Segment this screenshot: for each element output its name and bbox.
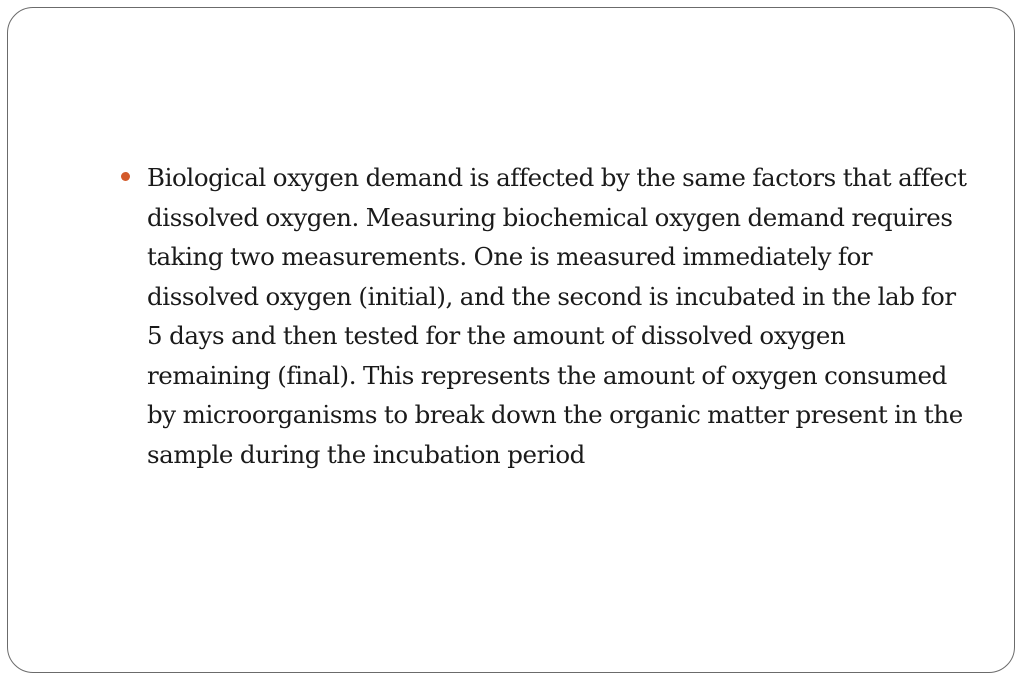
slide-frame	[7, 7, 1015, 673]
slide-content	[118, 158, 968, 474]
bullet-item	[118, 158, 968, 474]
bullet-text: Biological oxygen demand is affected by the same factors that affect dissolved oxygen. Measuring biochemical oxygen demand requires taking two measurements. One is measured immediately for dissolved oxygen (initial), and the second is incubated in the lab for 5 days and then tested for the amount of dissolved oxygen remaining (final). This represents the amount of oxygen consumed by microorganisms to break down the organic matter present in the sample during the incubation period	[147, 163, 967, 469]
bullet-dot-icon	[121, 172, 130, 181]
